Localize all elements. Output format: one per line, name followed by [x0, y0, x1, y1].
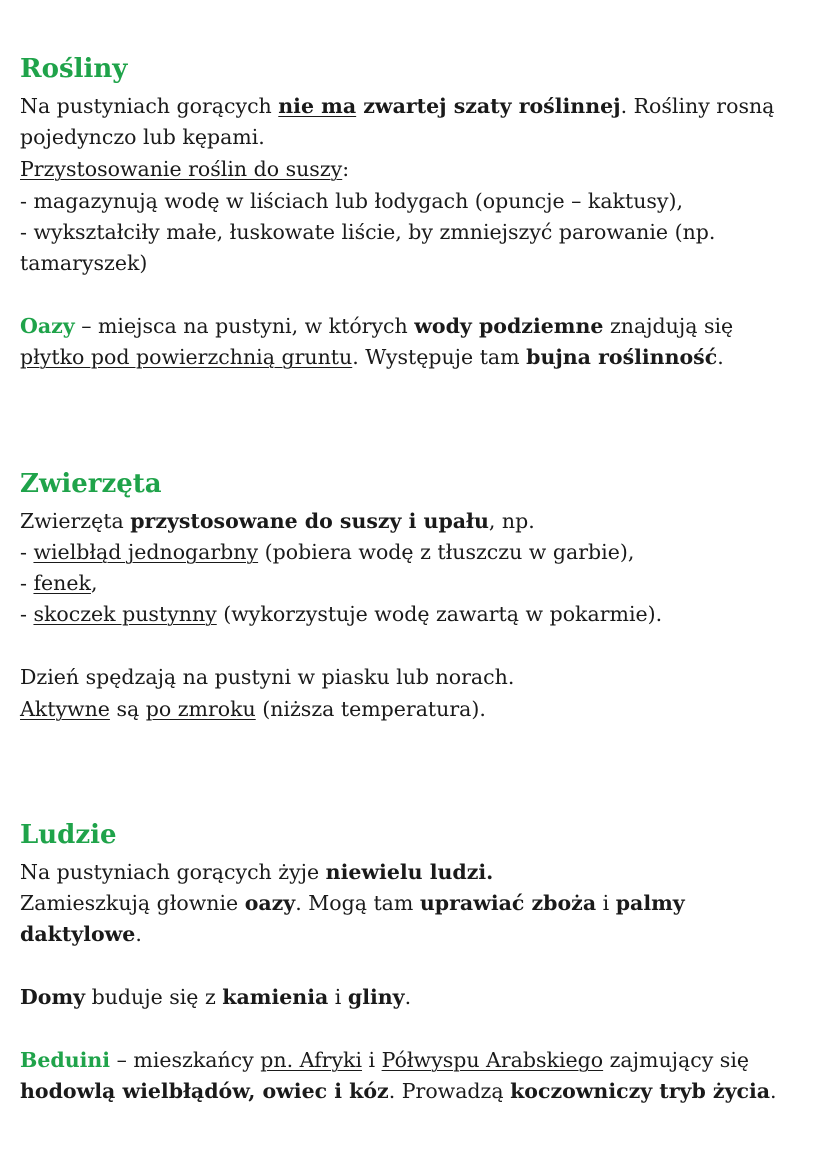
animals-line-6: Aktywne są po zmroku (niższa temperatura). [20, 697, 486, 721]
people-line-3: daktylowe. [20, 922, 142, 946]
animals-line-2: - wielbłąd jednogarbny (pobiera wodę z tłuszczu w garbie), [20, 540, 635, 564]
oasis-line-2: płytko pod powierzchnią gruntu. Występuje tam bujna roślinność. [20, 345, 724, 369]
plants-line-6: tamaryszek) [20, 251, 148, 275]
oasis-line-1: Oazy – miejsca na pustyni, w których wody podziemne znajdują się [20, 314, 734, 338]
heading-plants: Rośliny [20, 54, 128, 84]
animals-line-4: - skoczek pustynny (wykorzystuje wodę zawartą w pokarmie). [20, 602, 663, 626]
people-line-5: Beduini – mieszkańcy pn. Afryki i Półwyspu Arabskiego zajmujący się [20, 1048, 750, 1072]
plants-line-4: - magazynują wodę w liściach lub łodygach (opuncje – kaktusy), [20, 189, 684, 213]
heading-people: Ludzie [20, 820, 117, 850]
plants-line-5: - wykształciły małe, łuskowate liście, by zmniejszyć parowanie (np. [20, 220, 716, 244]
animals-line-3: - fenek, [20, 571, 98, 595]
animals-line-5: Dzień spędzają na pustyni w piasku lub norach. [20, 665, 515, 689]
heading-animals: Zwierzęta [20, 469, 162, 499]
plants-line-1: Na pustyniach gorących nie ma zwartej szaty roślinnej. Rośliny rosną [20, 94, 775, 118]
plants-line-2: pojedynczo lub kępami. [20, 125, 265, 149]
people-line-6: hodowlą wielbłądów, owiec i kóz. Prowadzą koczowniczy tryb życia. [20, 1079, 777, 1103]
animals-line-1: Zwierzęta przystosowane do suszy i upału, np. [20, 509, 535, 533]
people-line-4: Domy buduje się z kamienia i gliny. [20, 985, 412, 1009]
people-line-1: Na pustyniach gorących żyje niewielu ludzi. [20, 860, 494, 884]
people-line-2: Zamieszkują głownie oazy. Mogą tam uprawiać zboża i palmy [20, 891, 685, 915]
plants-line-3: Przystosowanie roślin do suszy: [20, 157, 350, 181]
